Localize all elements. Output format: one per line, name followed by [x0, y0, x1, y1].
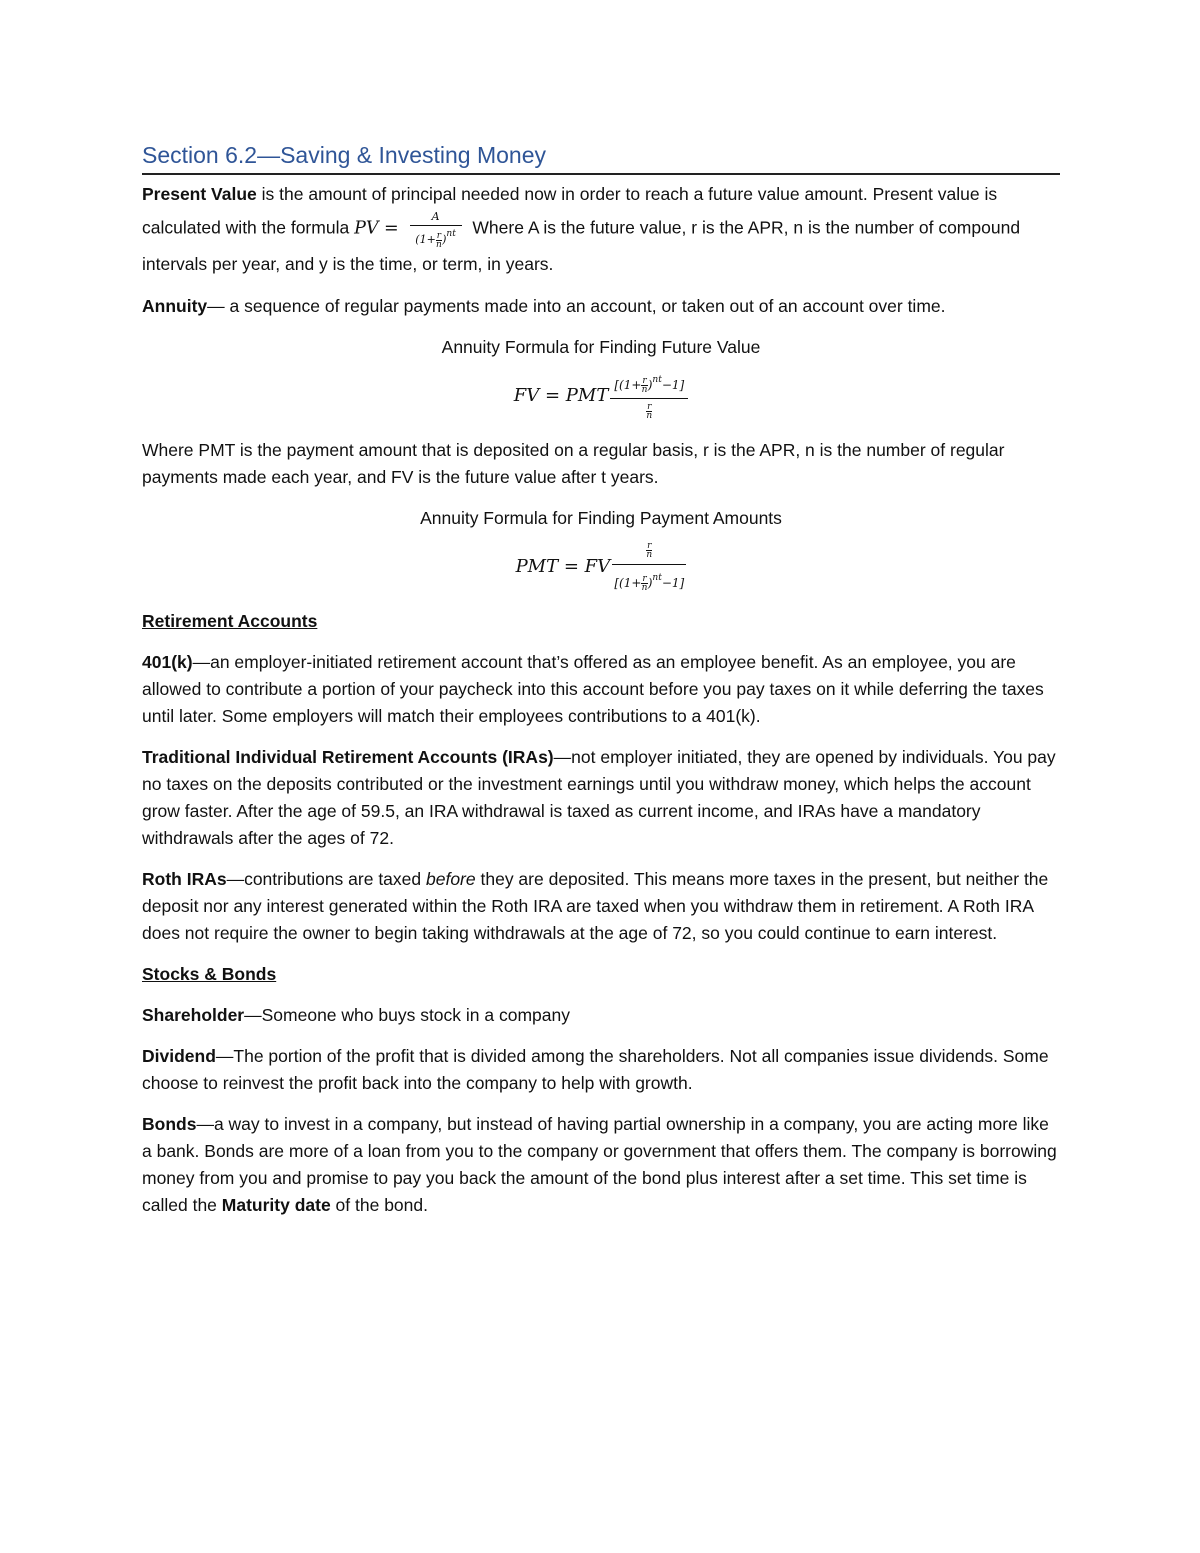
- pv-formula-lhs: PV =: [354, 218, 399, 239]
- fv-formula-numerator: [(1+ $\frac{r}{n}$ )$^{nt}$−1]: [610, 369, 688, 399]
- annuity-term: Annuity: [142, 295, 208, 316]
- pmt-formula-caption: Annuity Formula for Finding Payment Amounts: [420, 507, 782, 528]
- ira-paragraph: [142, 744, 1060, 852]
- fv-formula: [142, 369, 1060, 423]
- annuity-text: — a sequence of regular payments made into an account, or taken out of an account over time.: [207, 295, 946, 316]
- shareholder-term: Shareholder: [142, 1004, 245, 1025]
- shareholder-paragraph: [142, 1002, 1060, 1029]
- dividend-term: Dividend: [142, 1045, 216, 1066]
- document-page: [142, 140, 1060, 1233]
- pv-formula-fraction: [410, 209, 462, 249]
- pv-formula-denominator: (1+ $\frac{r}{n}$ )$^{nt}$: [415, 229, 456, 250]
- bonds-text-b: of the bond.: [330, 1194, 428, 1215]
- k401-paragraph: [142, 649, 1060, 730]
- pmt-formula-fraction: [612, 540, 686, 594]
- k401-text: —an employer-initiated retirement account that’s offered as an employee benefit. As an employee, you are allowed to contribute a portion of your paycheck into this account before you pay taxes on it while deferring the taxes until later. Some employers will match their employees contributions to a 401(k).: [142, 651, 1044, 726]
- bonds-text-a: —a way to invest in a company, but instead of having partial ownership in a company, you are acting more like a bank. Bonds are more of a loan from you to the company or government that offers them. The company is borrowing money from you and promise to pay you back the amount of the bond plus interest after a set time. This set time is called the: [142, 1113, 1057, 1215]
- present-value-term: Present Value: [142, 184, 257, 204]
- section-title: Section 6.2—Saving & Investing Money: [142, 140, 1060, 175]
- dividend-text: —The portion of the profit that is divided among the shareholders. Not all companies issue dividends. Some choose to reinvest the profit back into the company to help with growth.: [142, 1045, 1049, 1093]
- annuity-paragraph: [142, 293, 1060, 320]
- present-value-text: is the amount of principal needed now in order to reach a future value amount. Present value is calculated with the formula: [142, 184, 998, 238]
- retirement-heading: Retirement Accounts: [142, 610, 318, 631]
- ira-text: —not employer initiated, they are opened by individuals. You pay no taxes on the deposits contributed or the investment earnings until you withdraw money, which helps the account grow faster. After the age of 59.5, an IRA withdrawal is taxed as current income, and IRAs have a mandatory withdrawals after the ages of 72.: [142, 746, 1056, 848]
- k401-term: 401(k): [142, 651, 193, 672]
- bonds-paragraph: [142, 1111, 1060, 1219]
- roth-text-b: they are deposited. This means more taxes in the present, but neither the deposit nor any interest generated within the Roth IRA are taxed when you withdraw them in retirement. A Roth IRA does not require the owner to begin taking withdrawals at the age of 72, so you could continue to earn interest.: [142, 868, 1049, 943]
- pmt-formula-numerator: $\frac{r}{n}$: [612, 540, 686, 565]
- present-value-paragraph: [142, 179, 1060, 279]
- present-value-text-b: Where A is the future value, r is the APR, n is the number of compound intervals per year, and y is the time, or term, in years.: [142, 217, 1021, 274]
- roth-emphasis: before: [426, 868, 476, 889]
- roth-text-a: —contributions are taxed: [226, 868, 426, 889]
- fv-formula-lhs: FV = PMT: [513, 385, 609, 406]
- fv-where-paragraph: Where PMT is the payment amount that is deposited on a regular basis, r is the APR, n is the number of regular payments made each year, and FV is the future value after t years.: [142, 439, 1005, 487]
- fv-formula-denominator: $\frac{r}{n}$: [646, 402, 653, 421]
- fv-formula-fraction: [610, 369, 688, 423]
- roth-term: Roth IRAs: [142, 868, 227, 889]
- stocks-heading: Stocks & Bonds: [142, 963, 277, 984]
- bonds-maturity-term: Maturity date: [221, 1194, 331, 1215]
- pmt-formula-denominator: [(1+ $\frac{r}{n}$ )$^{nt}$−1]: [614, 572, 685, 593]
- ira-term: Traditional Individual Retirement Accounts (IRAs): [142, 746, 554, 767]
- pmt-formula: [142, 540, 1060, 594]
- roth-paragraph: [142, 866, 1060, 947]
- fv-formula-caption: Annuity Formula for Finding Future Value: [441, 336, 761, 357]
- pv-formula-numerator: A: [410, 209, 462, 226]
- dividend-paragraph: [142, 1043, 1060, 1097]
- bonds-term: Bonds: [142, 1113, 197, 1134]
- shareholder-text: —Someone who buys stock in a company: [244, 1004, 570, 1025]
- pmt-formula-lhs: PMT = FV: [515, 556, 611, 577]
